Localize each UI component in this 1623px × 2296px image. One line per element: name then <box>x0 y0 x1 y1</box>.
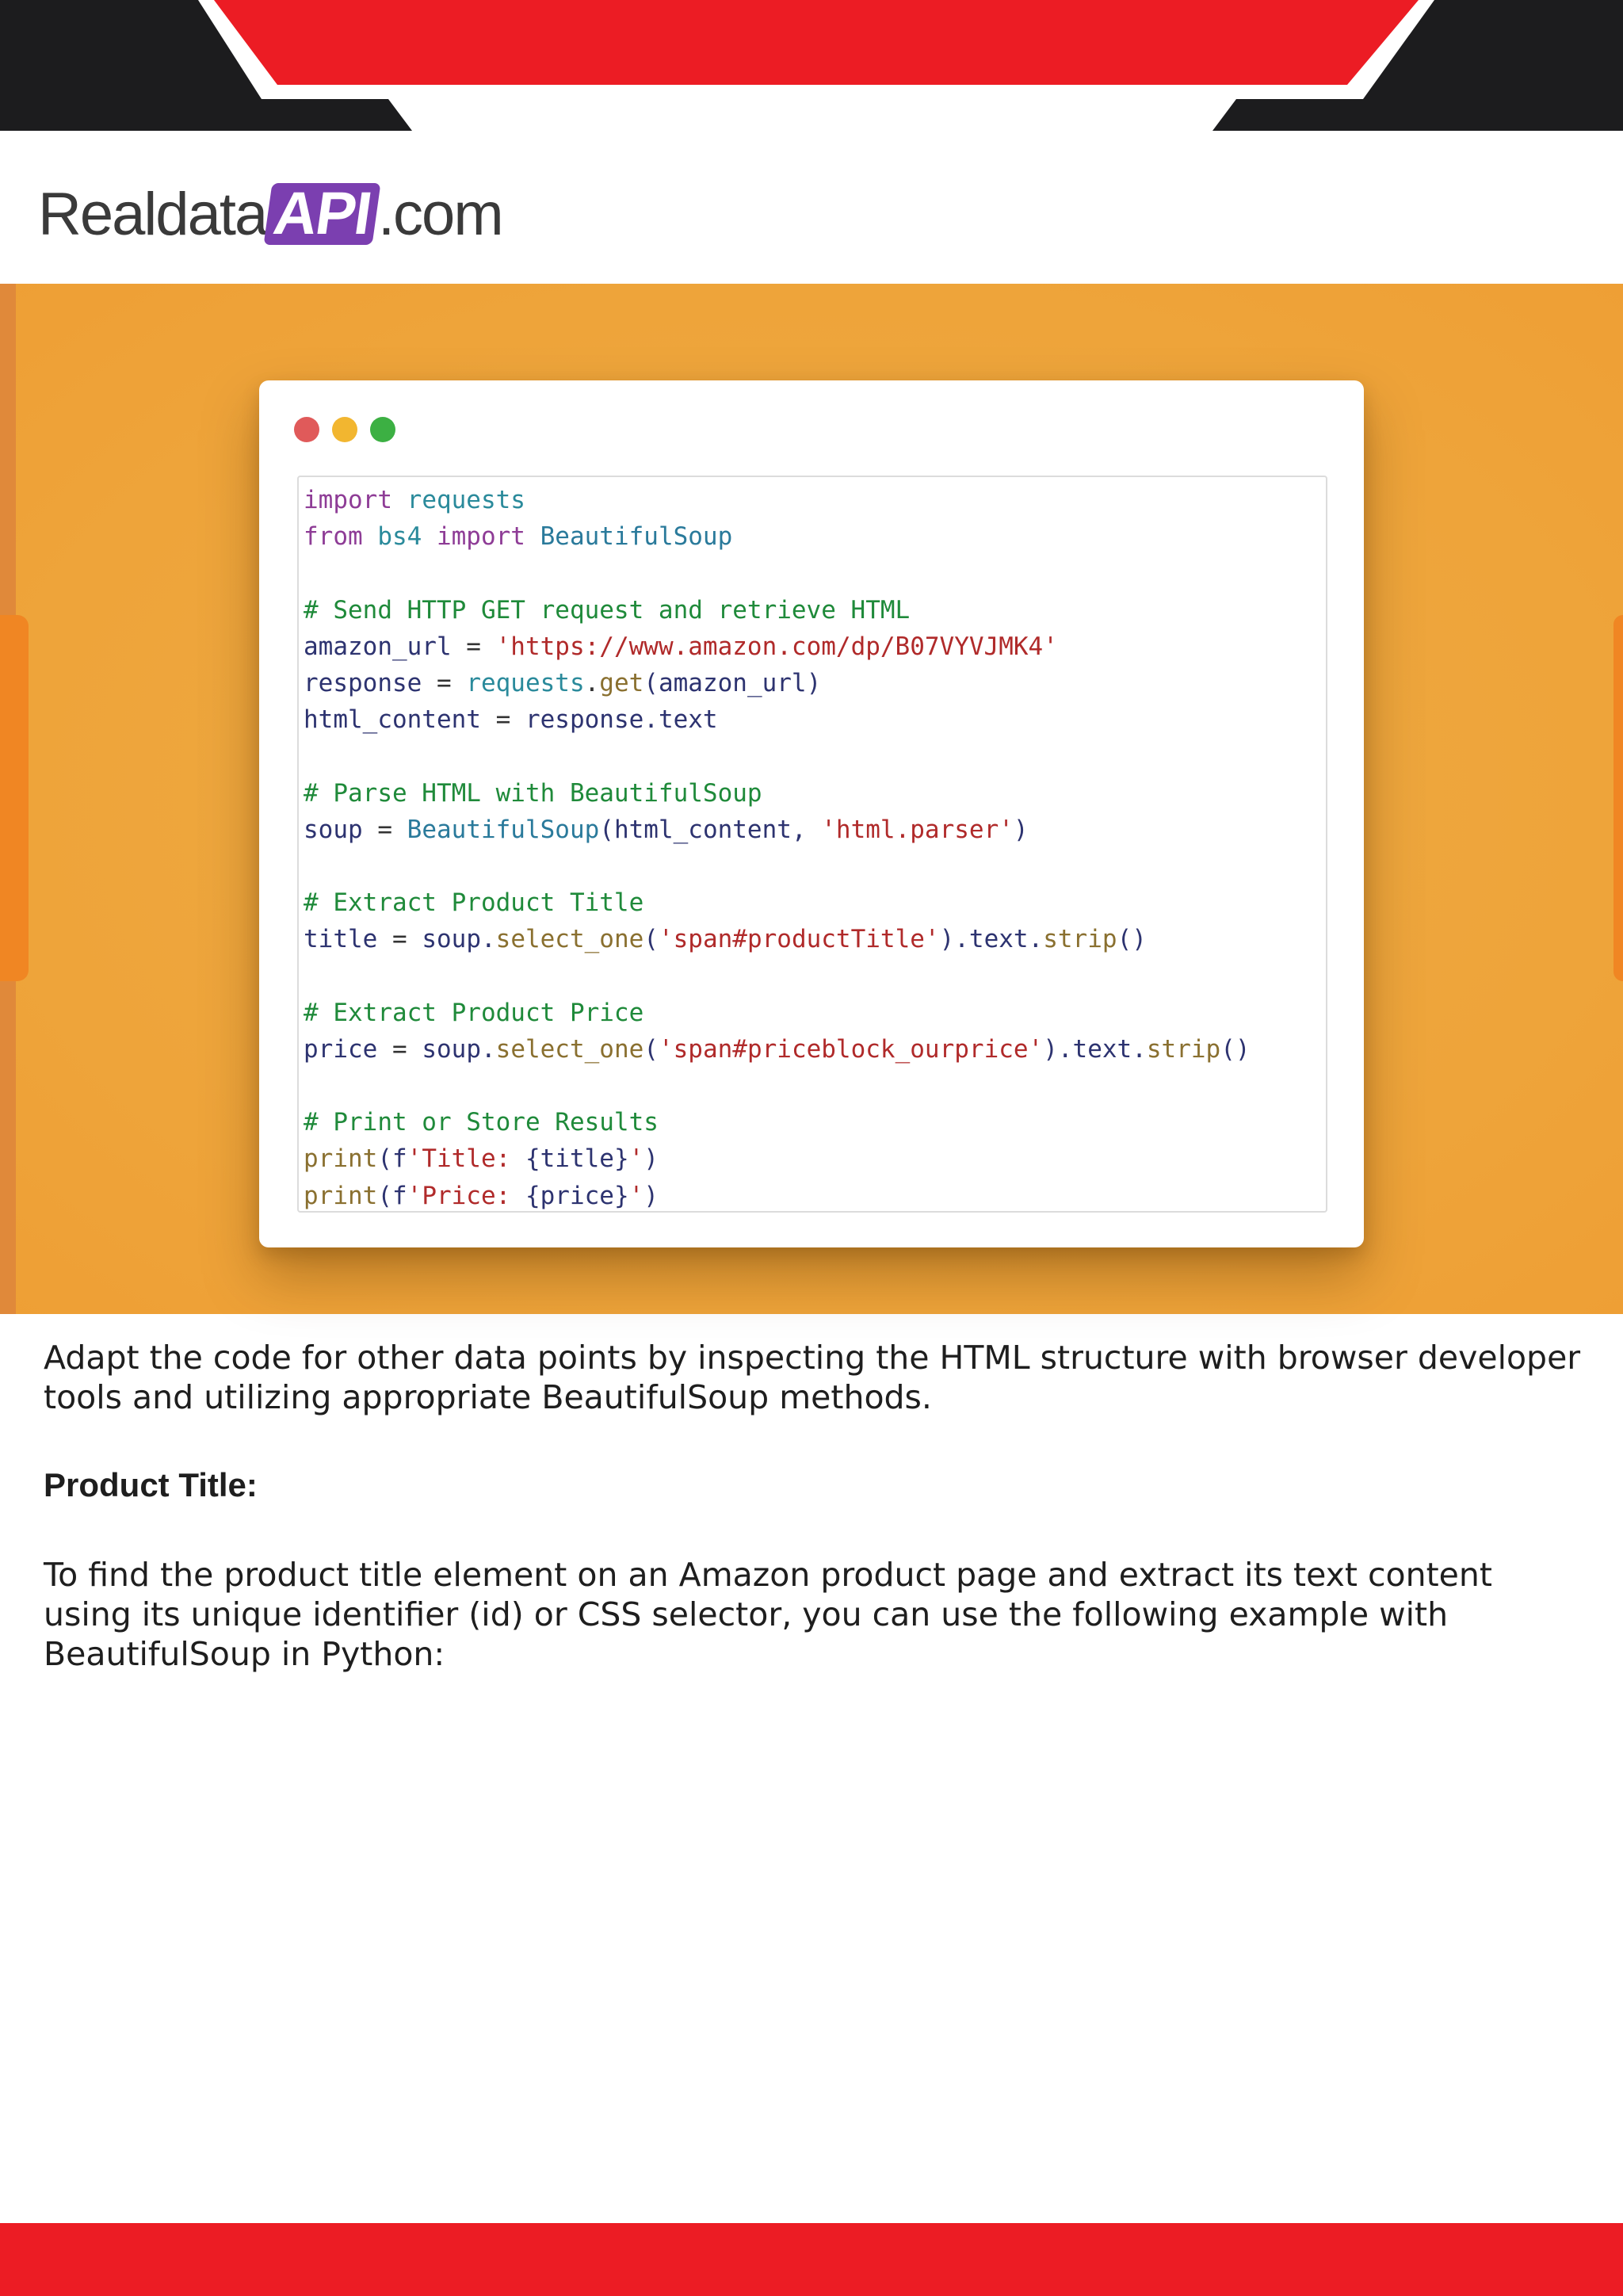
code-token: requests <box>407 486 525 514</box>
code-token: 'https://www.amazon.com/dp/B07VYVJMK4' <box>495 632 1058 661</box>
code-token: requests <box>466 668 585 697</box>
code-token: BeautifulSoup <box>525 522 733 552</box>
code-token: ) <box>643 1181 659 1210</box>
code-token: 'Price: <box>407 1181 525 1210</box>
code-token: BeautifulSoup <box>407 815 600 844</box>
code-window <box>259 380 1364 1247</box>
code-line <box>304 1031 1326 1068</box>
code-token: ) <box>643 1144 659 1174</box>
code-token: response.text <box>525 705 718 735</box>
code-token: = <box>362 815 407 844</box>
code-line <box>304 1140 1326 1177</box>
banner-left-tab <box>0 615 29 981</box>
code-token: ).text. <box>1043 1034 1147 1064</box>
company-logo <box>38 178 502 250</box>
banner-right-tab <box>1613 615 1623 981</box>
code-token: {title} <box>525 1144 629 1174</box>
code-token: (html_content, <box>599 815 822 844</box>
code-token: strip <box>1043 925 1117 954</box>
code-token: ( <box>643 925 659 954</box>
logo-text-realdata: Realdata <box>38 180 267 248</box>
code-token: import <box>304 486 392 514</box>
code-token: 'html.parser' <box>821 815 1014 844</box>
code-token: title <box>304 925 378 954</box>
code-line <box>304 628 1326 665</box>
code-token: ' <box>628 1144 644 1174</box>
code-token: # Print or Store Results <box>304 1108 659 1137</box>
code-token: = <box>422 668 467 697</box>
logo-text-com: .com <box>377 180 502 248</box>
code-token: select_one <box>495 925 644 954</box>
code-token: # Extract Product Price <box>304 998 644 1027</box>
code-token: bs4 <box>362 522 437 552</box>
body-paragraph: To find the product title element on an Amazon product page and extract its text content using its unique identifier (id) or CSS selector, you can use the following example with BeautifulSoup in Python: <box>44 1556 1492 1673</box>
code-line <box>304 995 1326 1031</box>
code-line <box>304 812 1326 848</box>
code-line <box>304 1178 1326 1214</box>
header-notch <box>388 99 1236 131</box>
window-controls <box>294 417 395 442</box>
code-token: . <box>584 668 600 697</box>
code-token: (amazon_url) <box>643 668 822 697</box>
code-line <box>304 957 1326 994</box>
maximize-dot <box>370 417 395 442</box>
code-token: html_content <box>304 705 481 735</box>
code-token: soup. <box>422 925 496 954</box>
code-line <box>304 775 1326 812</box>
minimize-dot <box>332 417 357 442</box>
code-line <box>304 1104 1326 1140</box>
code-token: price <box>304 1034 378 1064</box>
code-token: soup. <box>422 1034 496 1064</box>
code-token: (f <box>377 1181 407 1210</box>
code-token: print <box>304 1144 378 1174</box>
header-red-shape <box>214 0 1419 85</box>
code-token: = <box>480 705 525 735</box>
code-token: () <box>1117 925 1147 954</box>
code-token <box>392 486 407 514</box>
code-token: {price} <box>525 1181 629 1210</box>
code-line <box>304 848 1326 884</box>
code-line <box>304 701 1326 738</box>
code-token: get <box>599 668 644 697</box>
code-token: select_one <box>495 1034 644 1064</box>
code-line <box>304 665 1326 701</box>
code-token: () <box>1220 1034 1251 1064</box>
code-token: ' <box>628 1181 644 1210</box>
code-line <box>304 518 1326 555</box>
code-line <box>304 1068 1326 1104</box>
code-token: = <box>377 925 422 954</box>
code-line <box>304 738 1326 774</box>
section-heading: Product Title: <box>44 1466 258 1503</box>
code-token: print <box>304 1181 378 1210</box>
intro-paragraph: Adapt the code for other data points by inspecting the HTML structure with browser developer tools and utilizing appropriate BeautifulSoup methods. <box>44 1339 1581 1416</box>
code-token: # Parse HTML with BeautifulSoup <box>304 778 762 808</box>
code-token: from <box>304 522 363 552</box>
close-dot <box>294 417 319 442</box>
code-token: = <box>451 632 496 661</box>
code-token: 'span#productTitle' <box>658 925 940 954</box>
code-token: ).text. <box>939 925 1044 954</box>
header-decoration <box>0 0 1623 131</box>
code-token: 'span#priceblock_ourprice' <box>658 1034 1044 1064</box>
code-token: ) <box>1013 815 1029 844</box>
code-line <box>304 555 1326 591</box>
code-token: 'Title: <box>407 1144 525 1174</box>
footer-bar <box>0 2223 1623 2296</box>
code-token: # Extract Product Title <box>304 888 644 918</box>
code-token: import <box>436 522 525 552</box>
code-line <box>304 884 1326 921</box>
logo-text-api: API <box>264 183 381 245</box>
code-token: response <box>304 668 422 697</box>
code-token: amazon_url <box>304 632 452 661</box>
code-token: = <box>377 1034 422 1064</box>
code-line <box>304 482 1326 518</box>
code-block <box>297 476 1327 1213</box>
code-token: # Send HTTP GET request and retrieve HTML <box>304 595 911 625</box>
code-token: ( <box>643 1034 659 1064</box>
code-line <box>304 592 1326 628</box>
code-token: strip <box>1146 1034 1221 1064</box>
code-token: soup <box>304 815 363 844</box>
code-line <box>304 921 1326 957</box>
code-token: (f <box>377 1144 407 1174</box>
